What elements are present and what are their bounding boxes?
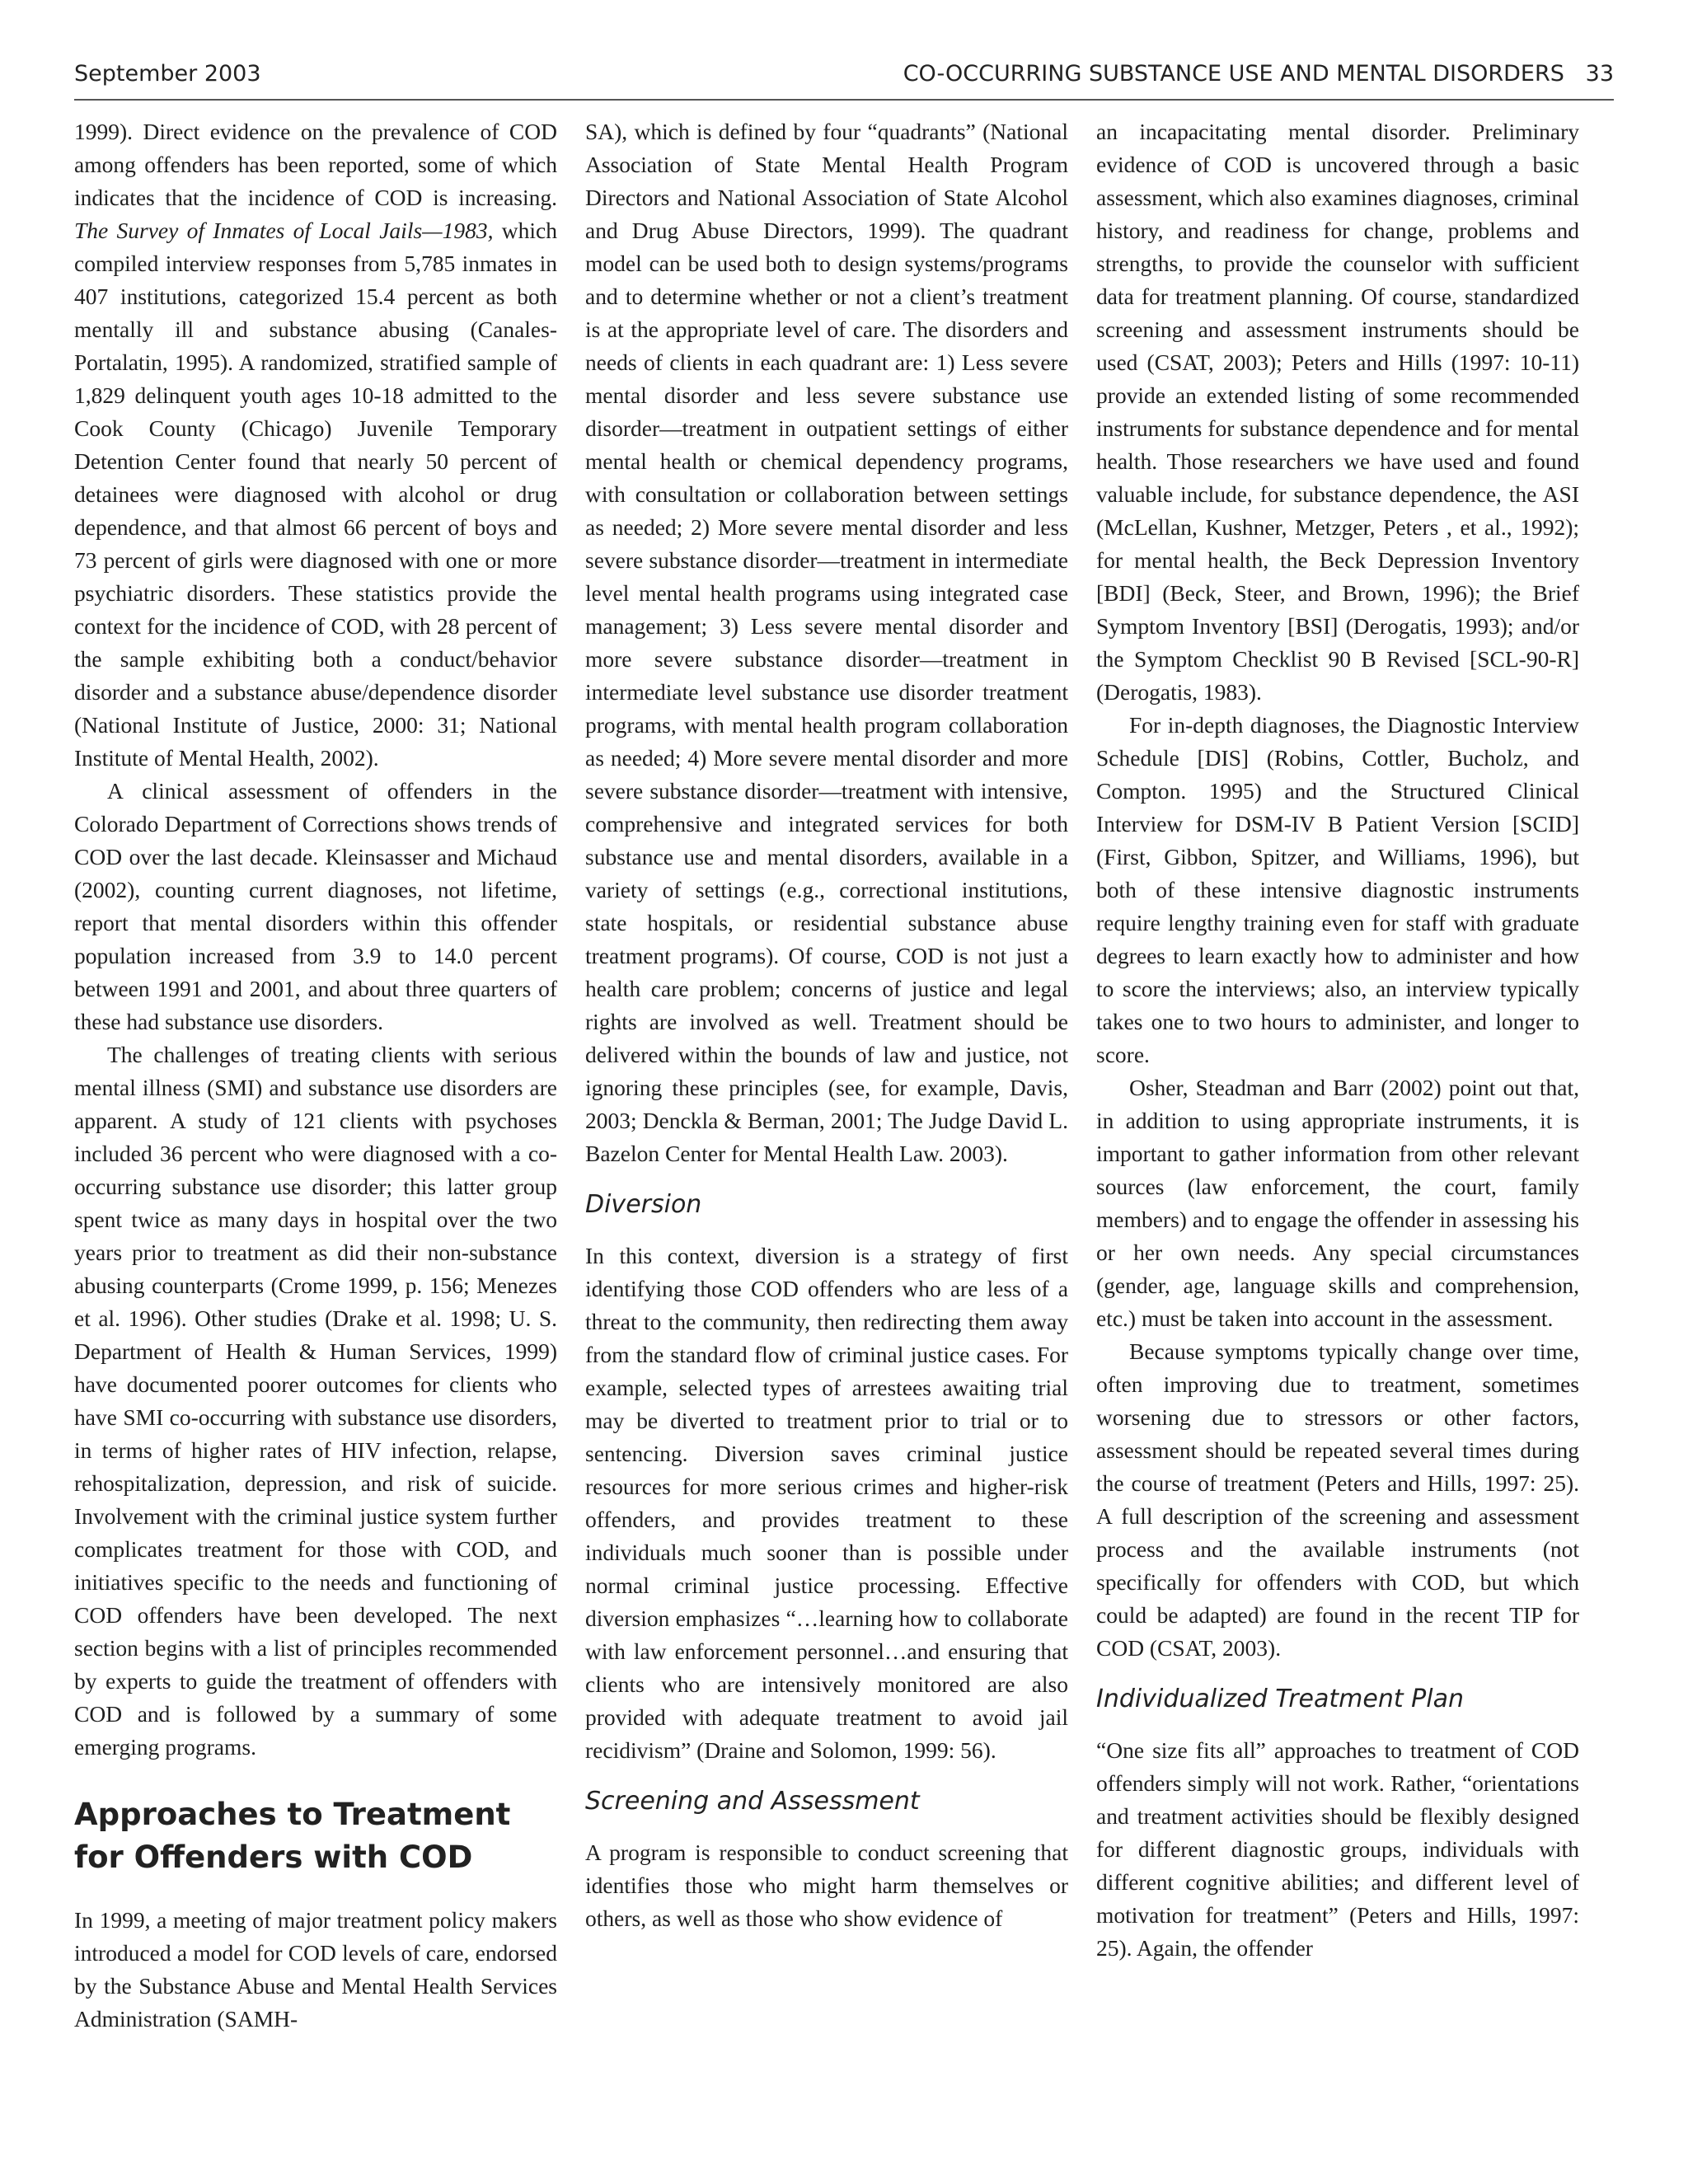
paragraph: an incapacitating mental disorder. Preliminary evidence of COD is uncovered through a basic assessment, which also examines diagnoses, criminal history, and readiness for change, problems and strengths, to provide the counselor with sufficient data for treatment planning. Of course, standardized screening and assessment instruments should be used (CSAT, 2003); Peters and Hills (1997: 10-11) provide an extended listing of some recommended instruments for substance dependence and for mental health. Those researchers we have used and found valuable include, for substance dependence, the ASI (McLellan, Kushner, Metzger, Peters , et al., 1992); for mental health, the Beck Depression Inventory [BDI] (Beck, Steer, and Brown, 1996); the Brief Symptom Inventory [BSI] (Derogatis, 1993); and/or the Symptom Checklist 90 B Revised [SCL-90-R] (Derogatis, 1983).	[1096, 119, 1579, 705]
paragraph: The challenges of treating clients with serious mental illness (SMI) and substance use disorders are apparent. A study of 121 clients with psychoses included 36 percent who were diagnosed with a co-occurring substance use disorder; this latter group spent twice as many days in hospital over the two years prior to treatment as did their non-substance abusing counterparts (Crome 1999, p. 156; Menezes et al. 1996). Other studies (Drake et al. 1998; U. S. Department of Health & Human Services, 1999) have documented poorer outcomes for clients who have SMI co-occurring with substance use disorders, in terms of higher rates of HIV infection, relapse, rehospitalization, depression, and risk of suicide. Involvement with the criminal justice system further complicates treatment for those with COD, and initiatives specific to the needs and functioning of COD offenders have been developed. The next section begins with a list of principles recommended by experts to guide the treatment of offenders with COD and is followed by a summary of some emerging programs.	[74, 1042, 557, 1760]
italic-title: The Survey of Inmates of Local Jails—1983,	[74, 218, 494, 243]
paragraph	[74, 115, 557, 775]
column-1	[74, 115, 557, 2036]
paragraph: Because symptoms typically change over time, often improving due to treatment, sometimes worsening due to stressors or other factors, assessment should be repeated several times during the course of treatment (Peters and Hills, 1997: 25). A full description of the screening and assessment process and the available instruments (not specifically for offenders with COD, but which could be adapted) are found in the recent TIP for COD (CSAT, 2003).	[1096, 1338, 1579, 1661]
subsection-heading-screening: Screening and Assessment	[585, 1787, 920, 1816]
header-date: September 2003	[74, 61, 261, 87]
header-title-and-page	[903, 61, 1614, 87]
paragraph: A program is responsible to conduct screening that identifies those who might harm themselves or others, as well as those who show evidence of	[585, 1840, 1068, 1931]
paragraph: SA), which is defined by four “quadrants” (National Association of State Mental Health Program Directors and National Association of State Alcohol and Drug Abuse Directors, 1999). The quadrant model can be used both to design systems/programs and to determine whether or not a client’s treatment is at the appropriate level of care. The disorders and needs of clients in each quadrant are: 1) Less severe mental disorder and less severe substance use disorder—treatment in outpatient settings of either mental health or chemical dependency programs, with consultation or collaboration between settings as needed; 2) More severe mental disorder and less severe substance disorder—treatment in intermediate level mental health programs using integrated case management; 3) Less severe mental disorder and more severe substance disorder—treatment in intermediate level substance use disorder treatment programs, with mental health program collaboration as needed; 4) More severe mental disorder and more severe substance disorder—treatment with intensive, comprehensive and integrated services for both substance use and mental disorders, available in a variety of settings (e.g., correctional institutions, state hospitals, or residential substance abuse treatment programs). Of course, COD is not just a health care problem; concerns of justice and legal rights are involved as well. Treatment should be delivered within the bounds of law and justice, not ignoring these principles (see, for example, Davis, 2003; Denckla & Berman, 2001; The Judge David L. Bazelon Center for Mental Health Law. 2003).	[585, 119, 1068, 1166]
page-number: 33	[1585, 61, 1614, 87]
column-3	[1096, 115, 1579, 1965]
text-run: which compiled interview responses from 5,785 inmates in 407 institutions, categorized 15.4 percent as both mentally ill and substance abusing (Canales-Portalatin, 1995). A randomized, stratified sample of 1,829 delinquent youth ages 10-18 admitted to the Cook County (Chicago) Juvenile Temporary Detention Center found that nearly 50 percent of detainees were diagnosed with alcohol or drug dependence, and that almost 66 percent of boys and 73 percent of girls were diagnosed with one or more psychiatric disorders. These statistics provide the context for the incidence of COD, with 28 percent of the sample exhibiting both a conduct/behavior disorder and a substance abuse/dependence disorder (National Institute of Justice, 2000: 31; National Institute of Mental Health, 2002).	[74, 218, 557, 771]
paragraph: In this context, diversion is a strategy of first identifying those COD offenders who are less of a threat to the community, then redirecting them away from the standard flow of criminal justice cases. For example, selected types of arrestees awaiting trial may be diverted to treatment prior to trial or to sentencing. Diversion saves criminal justice resources for more serious crimes and higher-risk offenders, and provides treatment to these individuals much sooner than is possible under normal criminal justice processing. Effective diversion emphasizes “…learning how to collaborate with law enforcement personnel…and ensuring that clients who are intensively monitored are also provided with adequate treatment to avoid jail recidivism” (Draine and Solomon, 1999: 56).	[585, 1243, 1068, 1763]
header-running-title: CO-OCCURRING SUBSTANCE USE AND MENTAL DISORDERS	[903, 61, 1564, 87]
paragraph: “One size fits all” approaches to treatment of COD offenders simply will not work. Rather, “orientations and treatment activities should be flexibly designed for different diagnostic groups, individuals with different cognitive abilities; and different level of motivation for treatment” (Peters and Hills, 1997: 25). Again, the offender	[1096, 1737, 1579, 1961]
section-heading: Approaches to Treatment for Offenders with COD	[74, 1797, 511, 1875]
subsection-heading-treatment-plan: Individualized Treatment Plan	[1096, 1685, 1464, 1713]
paragraph: A clinical assessment of offenders in the Colorado Department of Corrections shows trends of COD over the last decade. Kleinsasser and Michaud (2002), counting current diagnoses, not lifetime, report that mental disorders within this offender population increased from 3.9 to 14.0 percent between 1991 and 2001, and about three quarters of these had substance use disorders.	[74, 778, 557, 1034]
paragraph: For in-depth diagnoses, the Diagnostic Interview Schedule [DIS] (Robins, Cottler, Bucholz, and Compton. 1995) and the Structured Clinical Interview for DSM-IV B Patient Version [SCID] (First, Gibbon, Spitzer, and Williams, 1996), but both of these intensive diagnostic instruments require lengthy training even for staff with graduate degrees to learn exactly how to administer and how to score the interviews; also, an interview typically takes one to two hours to administer, and longer to score.	[1096, 712, 1579, 1067]
paragraph: In 1999, a meeting of major treatment policy makers introduced a model for COD levels of care, endorsed by the Substance Abuse and Mental Health Services Administration (SAMH-	[74, 1907, 557, 2032]
paragraph: Osher, Steadman and Barr (2002) point out that, in addition to using appropriate instruments, it is important to gather information from other relevant sources (law enforcement, the court, family members) and to engage the offender in assessing his or her own needs. Any special circumstances (gender, age, language skills and comprehension, etc.) must be taken into account in the assessment.	[1096, 1075, 1579, 1331]
running-header	[74, 58, 1614, 101]
column-2	[585, 115, 1068, 1935]
subsection-heading-diversion: Diversion	[585, 1190, 702, 1219]
text-run: 1999). Direct evidence on the prevalence of COD among offenders has been reported, some of which indicates that the incidence of COD is increasing.	[74, 119, 557, 210]
